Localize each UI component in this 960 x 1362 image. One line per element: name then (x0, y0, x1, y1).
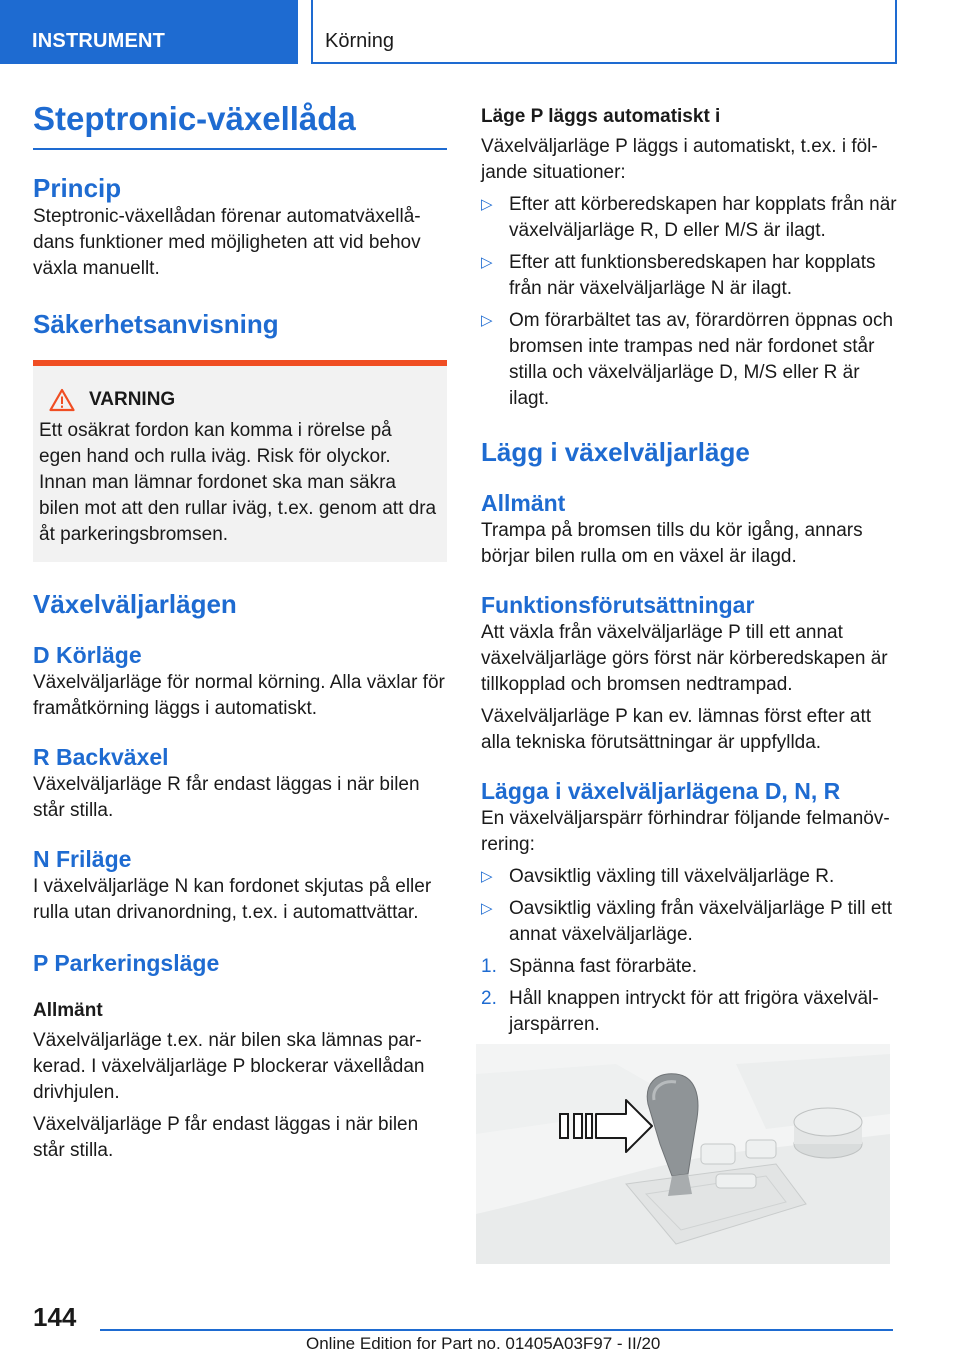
list-item (481, 896, 897, 948)
n-heading: N Friläge (33, 846, 132, 872)
step-item (481, 954, 897, 980)
bullet-triangle-icon: ▷ (481, 196, 493, 213)
header-section-label: INSTRUMENT (32, 30, 166, 52)
warning-text: Ett osäkrat fordon kan komma i rörelse på egen hand och rulla iväg. Risk för olyckor. Innan man lämnar fordonet ska man säkra bilen mot att den rullar iväg, t.ex. genom att dra åt parkeringsbromsen. (39, 420, 437, 545)
page-number: 144 (33, 1302, 77, 1332)
p-heading: P Parkeringsläge (33, 950, 220, 976)
p-text-2: Växelväljarläge P får endast läggas i när bilen står stilla. (33, 1114, 419, 1161)
step-item (481, 986, 897, 1038)
p-general-heading: Allmänt (33, 1000, 103, 1021)
engage-heading: Lägg i växelväljarläge (481, 437, 750, 467)
auto-p-text: Växelväljarläge P läggs i automatiskt, t.ex. i följande situationer: (481, 136, 878, 183)
header-chapter-tab (311, 0, 897, 64)
list-item (481, 308, 897, 412)
general-heading: Allmänt (481, 490, 566, 516)
step-number: 1. (481, 956, 497, 977)
general-text: Trampa på bromsen tills du kör igång, annars börjar bilen rulla om en växel är ilagd. (481, 520, 863, 567)
dnr-text: En växelväljarspärr förhindrar följande felmanövrering: (481, 808, 890, 855)
header-chapter-label: Körning (325, 30, 394, 52)
d-text: Växelväljarläge för normal körning. Alla växlar för framåtkörning läggs i automatiskt. (33, 672, 445, 719)
auto-p-heading: Läge P läggs automatiskt i (481, 106, 721, 127)
warning-box (33, 360, 447, 562)
bullet-triangle-icon: ▷ (481, 254, 493, 271)
step-number: 2. (481, 988, 497, 1009)
dnr-heading: Lägga i växelväljarlägena D, N, R (481, 778, 841, 804)
prereq-heading: Funktionsförutsättningar (481, 592, 755, 618)
prereq-text-1: Att växla från växelväljarläge P till ett annat växelväljarläge görs först när körberedskapen är tillkopplad och bromsen nedtrampad. (481, 622, 888, 695)
warning-label: VARNING (89, 389, 176, 410)
list-item-text: Oavsiktlig växling till växelväljarläge R. (509, 866, 835, 887)
bullet-triangle-icon: ▷ (481, 312, 493, 329)
princip-text: Steptronic-växellådan förenar automatväxellådans funktioner med möjligheten att vid behov växla manuellt. (33, 206, 421, 279)
bullet-triangle-icon: ▷ (481, 900, 493, 917)
safety-heading: Säkerhetsanvisning (33, 309, 279, 339)
list-item-text: Efter att körberedskapen har kopplats från när växelväljarläge R, D eller M/S är ilagt. (509, 194, 897, 241)
d-heading: D Körläge (33, 642, 142, 668)
footer-edition: Online Edition for Part no. 01405A03F97 - II/20 (306, 1334, 661, 1353)
bullet-triangle-icon: ▷ (481, 868, 493, 885)
dnr-list (481, 864, 897, 1038)
auto-p-list (481, 192, 897, 412)
princip-heading: Princip (33, 173, 122, 203)
step-text: Spänna fast förarbäte. (509, 956, 698, 977)
list-item (481, 864, 897, 890)
page-title: Steptronic-växellåda (33, 100, 447, 150)
footer-divider (100, 1329, 893, 1331)
list-item-text: Om förarbältet tas av, förardörren öppnas och bromsen inte trampas ned när fordonet står stilla och växelväljarläge D, M/S eller R är ilagt. (509, 310, 894, 409)
right-column (481, 100, 897, 1038)
positions-heading: Växelväljarlägen (33, 589, 237, 619)
r-text: Växelväljarläge R får endast läggas i när bilen står stilla. (33, 774, 420, 821)
warning-header (39, 388, 437, 412)
n-text: I växelväljarläge N kan fordonet skjutas på eller rulla utan drivanordning, t.ex. i automattvättar. (33, 876, 432, 923)
left-column (33, 100, 447, 1164)
prereq-text-2: Växelväljarläge P kan ev. lämnas först efter att alla tekniska förutsättningar är uppfyllda. (481, 706, 872, 753)
warning-triangle-icon (49, 388, 75, 412)
gear-selector-drawing (476, 1044, 890, 1264)
list-item (481, 250, 897, 302)
r-heading: R Backväxel (33, 744, 169, 770)
list-item (481, 192, 897, 244)
p-text-1: Växelväljarläge t.ex. när bilen ska lämnas parkerad. I växelväljarläge P blockerar växellådan drivhjulen. (33, 1030, 425, 1103)
step-text: Håll knappen intryckt för att frigöra växelväljarspärren. (509, 988, 879, 1035)
gear-selector-illustration (476, 1044, 890, 1264)
list-item-text: Oavsiktlig växling från växelväljarläge P till ett annat växelväljarläge. (509, 898, 892, 945)
list-item-text: Efter att funktionsberedskapen har kopplats från när växelväljarläge N är ilagt. (509, 252, 876, 299)
header-section-tab (0, 0, 298, 64)
